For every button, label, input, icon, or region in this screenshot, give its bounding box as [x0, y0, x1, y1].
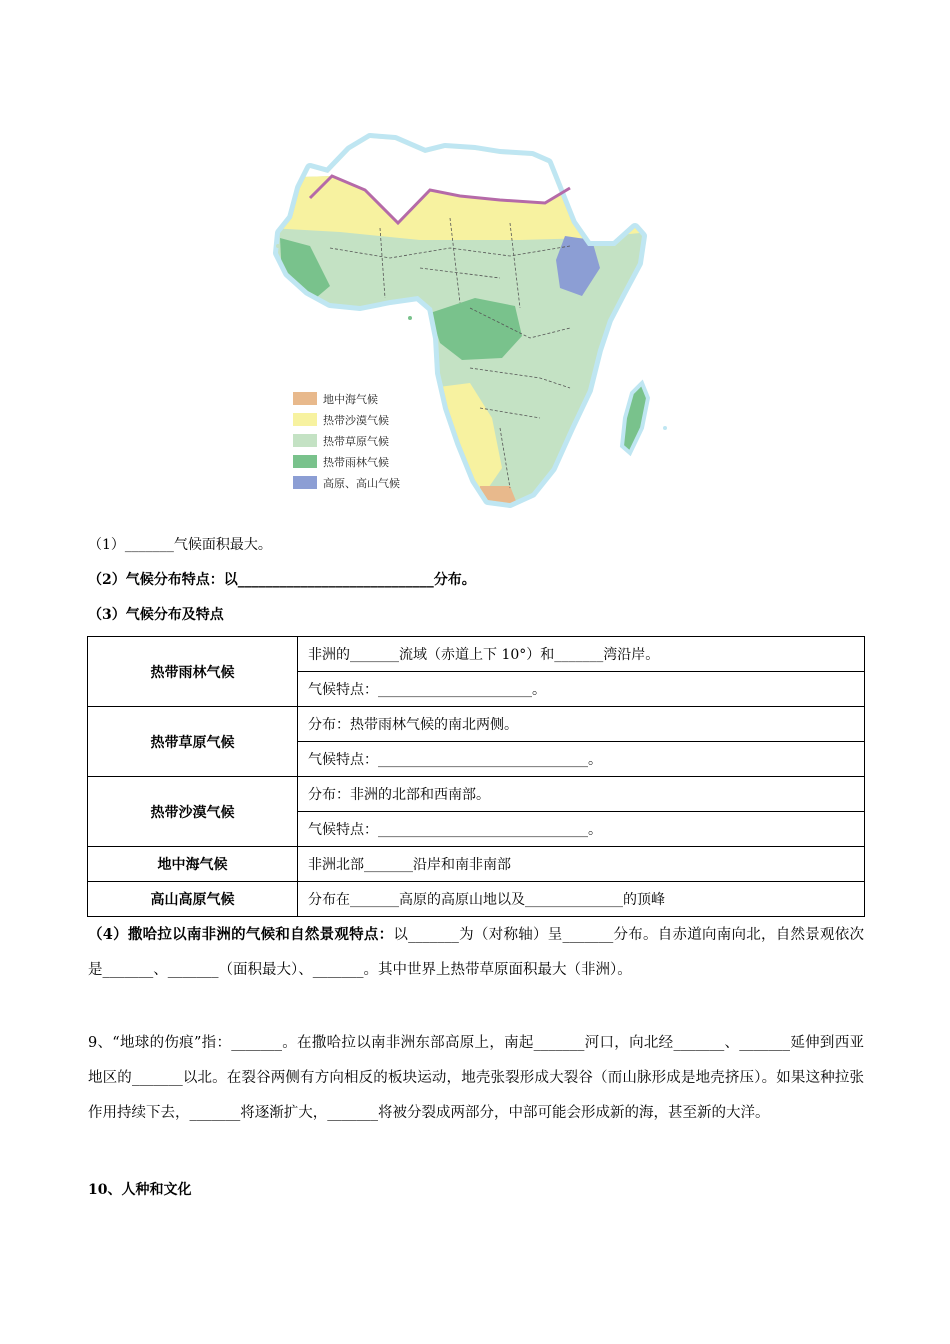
legend-item-mediterranean [293, 388, 400, 409]
legend-label: 热带沙漠气候 [323, 413, 389, 427]
legend-label: 地中海气候 [323, 392, 378, 406]
climate-table [87, 636, 865, 917]
climate-name: 热带沙漠气候 [88, 777, 298, 847]
section-10-title: 10、人种和文化 [88, 1182, 192, 1198]
climate-name: 高山高原气候 [88, 882, 298, 917]
question-9: 9、“地球的伤痕”指：_______。在撒哈拉以南非洲东部高原上，南起_______河口，向北经_______、_______延伸到西亚地区的_______以北。在裂谷两侧有方向相反的板块运动，地壳张裂形成大裂谷（而山脉形成是地壳挤压）。如果这种拉张作用持续下去，_______将逐渐扩大，_______将被分裂成两部分，中部可能会形成新的海，甚至新的大洋。 [88, 1035, 864, 1121]
map-legend [293, 388, 400, 493]
legend-swatch [293, 413, 317, 426]
legend-swatch [293, 434, 317, 447]
table-row [88, 777, 865, 812]
climate-detail: 分布：热带雨林气候的南北两侧。 [298, 707, 865, 742]
legend-item-savanna [293, 430, 400, 451]
climate-detail: 非洲的_______流域（赤道上下 10°）和_______湾沿岸。 [298, 637, 865, 672]
question-3: （3）气候分布及特点 [88, 607, 224, 623]
question-4-title: （4）撒哈拉以南非洲的气候和自然景观特点： [88, 926, 394, 943]
table-row [88, 637, 865, 672]
table-row [88, 847, 865, 882]
climate-name: 热带雨林气候 [88, 637, 298, 707]
climate-detail: 非洲北部_______沿岸和南非南部 [298, 847, 865, 882]
question-4-text: 以_______为（对称轴）呈_______分布。自赤道向南向北，自然景观依次是_______、_______（面积最大）、_______。其中世界上热带草原面积最大（非洲）。 [88, 927, 865, 978]
question-4 [88, 917, 864, 988]
question-2: （2）气候分布特点：以____________________________分布。 [88, 572, 476, 588]
climate-detail: 分布：非洲的北部和西南部。 [298, 777, 865, 812]
table-row [88, 707, 865, 742]
legend-label: 热带雨林气候 [323, 455, 389, 469]
legend-swatch [293, 392, 317, 405]
climate-detail: 分布在_______高原的高原山地以及______________的顶峰 [298, 882, 865, 917]
climate-detail: 气候特点：______________________。 [298, 672, 865, 707]
legend-item-desert [293, 409, 400, 430]
legend-swatch [293, 455, 317, 468]
climate-name: 地中海气候 [88, 847, 298, 882]
climate-detail: 气候特点：______________________________。 [298, 742, 865, 777]
table-row [88, 882, 865, 917]
legend-label: 高原、高山气候 [323, 476, 400, 490]
climate-name: 热带草原气候 [88, 707, 298, 777]
legend-label: 热带草原气候 [323, 434, 389, 448]
question-1: （1）_______气候面积最大。 [88, 537, 272, 553]
legend-item-rainforest [293, 451, 400, 472]
legend-item-highland [293, 472, 400, 493]
legend-swatch [293, 476, 317, 489]
climate-detail: 气候特点：______________________________。 [298, 812, 865, 847]
